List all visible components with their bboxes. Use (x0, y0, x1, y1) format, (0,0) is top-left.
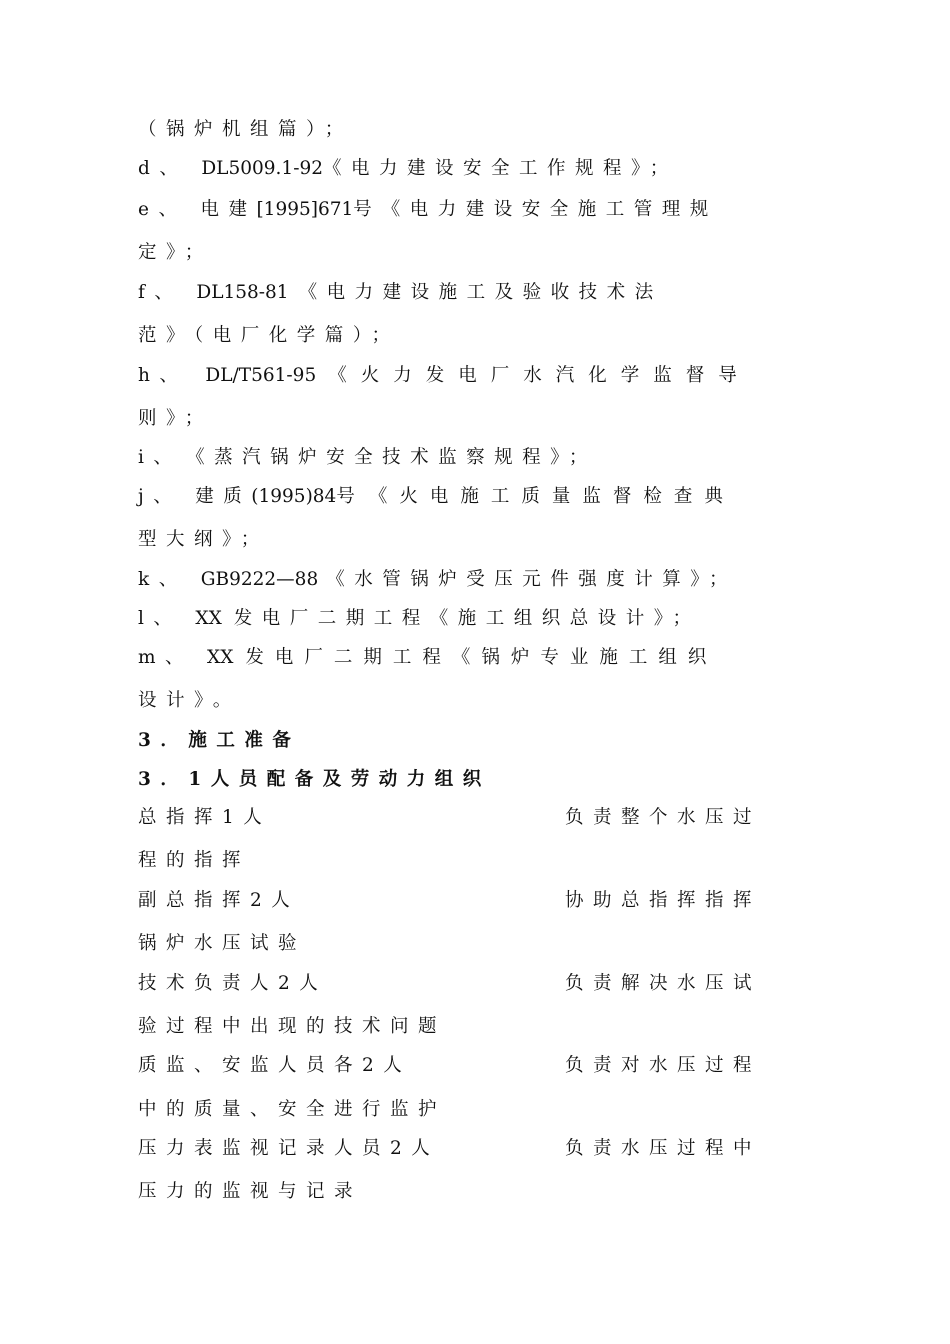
ref-h-continued: 则》； (138, 408, 213, 429)
ref-k-code: GB9222—88 (200, 569, 319, 590)
staff-duty: 负责水压过程中 (565, 1138, 762, 1159)
staff-role: 压力表监视记录人员2人 (138, 1138, 440, 1159)
ref-m-title: 发电厂二期工程《锅炉专业施工组织 (245, 647, 718, 668)
staff-duty: 协助总指挥指挥 (565, 890, 762, 911)
ref-l-prefix: XX (195, 608, 222, 629)
ref-d-title: 《电力建设安全工作规程》； (323, 158, 678, 179)
ref-e-code: [1995]671号 (256, 199, 372, 220)
ref-e-prefix: 电建 (200, 199, 257, 220)
ref-j-code: (1995)84号 (251, 486, 355, 507)
staff-duty: 负责整个水压过 (565, 807, 762, 828)
ref-e-continued: 定》； (138, 242, 213, 263)
ref-k-label: k、 (138, 569, 187, 590)
staff-duty-continued: 程的指挥 (138, 850, 251, 871)
staff-role: 技术负责人2人 (138, 973, 328, 994)
staff-duty-continued: 验过程中出现的技术问题 (138, 1016, 447, 1037)
ref-j-label: j、 (138, 486, 182, 507)
staff-duty: 负责对水压过程 (565, 1055, 762, 1076)
staff-duty-continued: 压力的监视与记录 (138, 1181, 363, 1202)
ref-e-title: 《电力建设安全施工管理规 (381, 199, 718, 220)
ref-m-prefix: XX (207, 647, 234, 668)
staff-duty-continued: 中的质量、安全进行监护 (138, 1099, 447, 1120)
ref-f-continued: 范》（电厂化学篇）； (138, 325, 400, 346)
ref-j-continued: 型大纲》； (138, 529, 269, 550)
ref-i-title: 《蒸汽锅炉安全技术监察规程》； (195, 447, 597, 468)
ref-m-continued: 设计》。 (138, 690, 241, 711)
ref-j (138, 485, 735, 509)
ref-j-prefix: 建质 (195, 486, 252, 507)
ref-l (138, 607, 701, 631)
ref-k-title: 《水管锅炉受压元件强度计算》； (326, 569, 737, 590)
ref-d (138, 157, 678, 181)
staff-duty-continued: 锅炉水压试验 (138, 933, 307, 954)
section-heading: 3．施工准备 (138, 730, 301, 751)
ref-h (138, 364, 751, 388)
ref-f-code: DL158-81 (196, 282, 289, 303)
ref-d-code: DL5009.1-92 (201, 158, 323, 179)
ref-e-label: e、 (138, 199, 187, 220)
ref-f (138, 281, 663, 305)
ref-h-code: DL/T561-95 (205, 365, 317, 386)
ref-boiler-unit: （锅炉机组篇）； (138, 119, 353, 140)
ref-i-label: i、 (138, 447, 182, 468)
ref-e (138, 198, 718, 222)
subsection-heading: 3．1人员配备及劳动力组织 (138, 769, 491, 790)
ref-i (138, 446, 597, 470)
ref-j-title: 《火电施工质量监督检查典 (368, 486, 735, 507)
staff-role: 副总指挥2人 (138, 890, 300, 911)
ref-k (138, 568, 737, 592)
ref-d-label: d、 (138, 158, 188, 179)
staff-role: 总指挥1人 (138, 807, 272, 828)
staff-duty: 负责解决水压试 (565, 973, 762, 994)
ref-h-label: h、 (138, 365, 188, 386)
ref-l-label: l、 (138, 608, 182, 629)
ref-h-title: 《火力发电厂水汽化学监督导 (328, 365, 751, 386)
ref-f-title: 《电力建设施工及验收技术法 (298, 282, 663, 303)
ref-m-label: m、 (138, 647, 194, 668)
ref-l-title: 发电厂二期工程《施工组织总设计》； (233, 608, 701, 629)
ref-m (138, 646, 717, 670)
ref-f-label: f、 (138, 282, 183, 303)
staff-role: 质监、安监人员各2人 (138, 1055, 412, 1076)
